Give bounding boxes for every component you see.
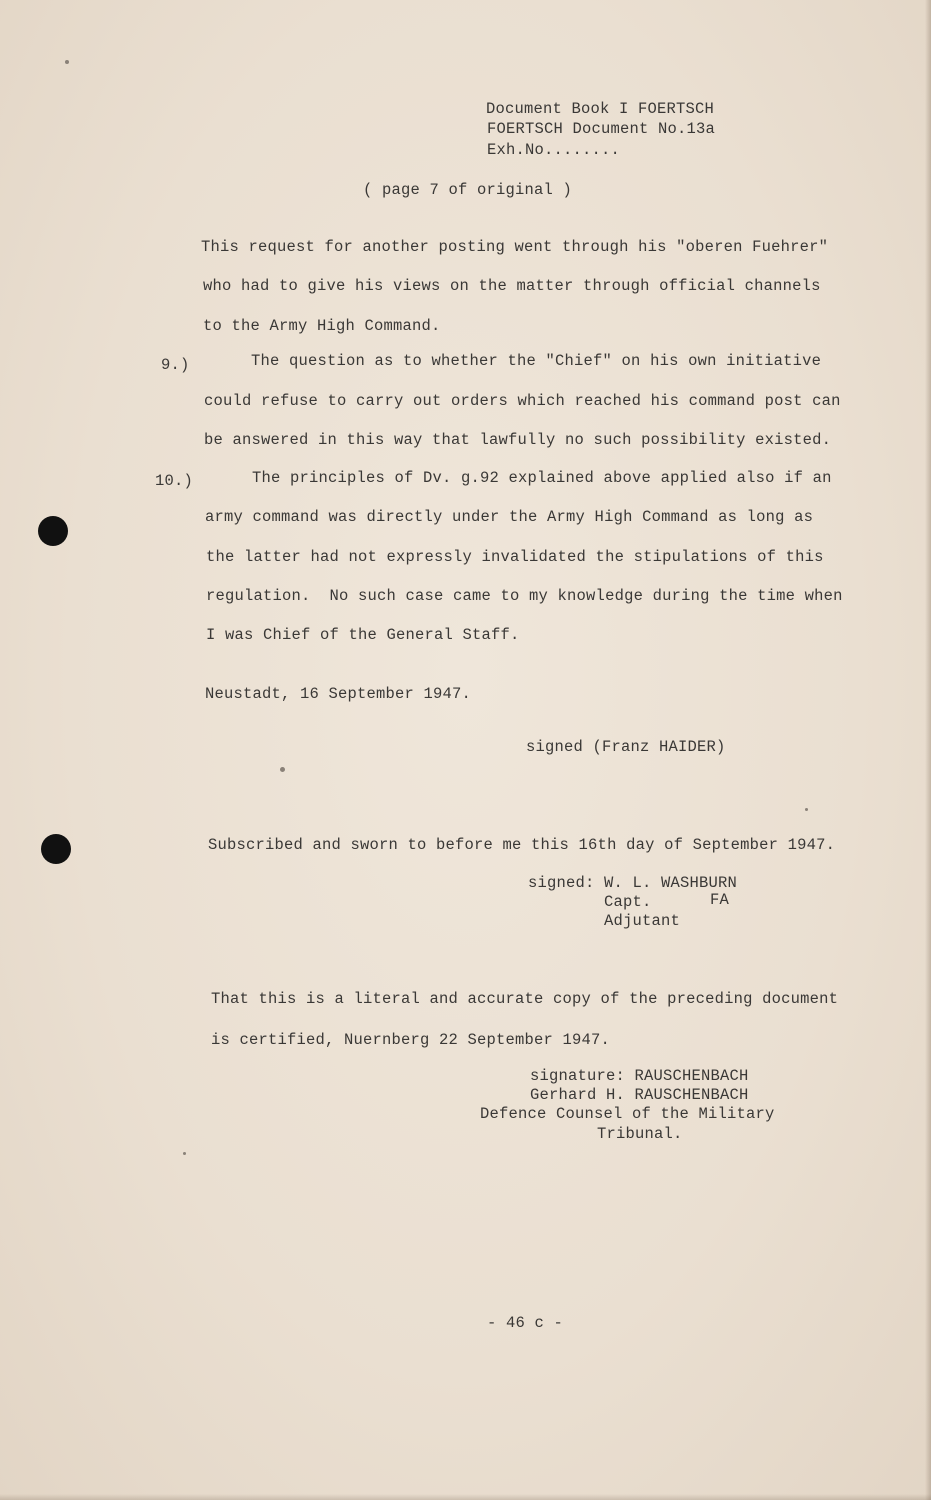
paper-speck	[183, 1152, 186, 1155]
signed-haider: signed (Franz HAIDER)	[526, 738, 726, 756]
page-edge-shadow	[925, 0, 931, 1500]
body-line: The principles of Dv. g.92 explained above applied also if an	[252, 469, 832, 487]
paper-speck	[805, 808, 808, 811]
page-number: - 46 c -	[487, 1314, 564, 1332]
punch-hole-top	[38, 516, 68, 546]
certification-line: is certified, Nuernberg 22 September 1947.	[211, 1031, 611, 1049]
certification-signature: signature: RAUSCHENBACH	[530, 1067, 749, 1085]
place-date: Neustadt, 16 September 1947.	[205, 685, 472, 703]
page-bottom-shadow	[0, 1494, 931, 1500]
body-line: be answered in this way that lawfully no such possibility existed.	[204, 431, 832, 449]
paper-speck	[65, 60, 69, 64]
certification-title: Defence Counsel of the Military	[480, 1105, 775, 1123]
sworn-unit: FA	[710, 891, 730, 909]
certification-line: That this is a literal and accurate copy of the preceding document	[211, 990, 839, 1008]
sworn-statement: Subscribed and sworn to before me this 16th day of September 1947.	[208, 836, 836, 854]
body-line: the latter had not expressly invalidated the stipulations of this	[206, 548, 824, 566]
body-line: The question as to whether the "Chief" on his own initiative	[251, 352, 822, 370]
certification-title: Tribunal.	[597, 1125, 683, 1143]
punch-hole-bottom	[41, 834, 71, 864]
header-exhibit-number: Exh.No........	[487, 141, 621, 159]
header-document-number: FOERTSCH Document No.13a	[487, 120, 716, 138]
body-line: I was Chief of the General Staff.	[206, 626, 520, 644]
item-10-number: 10.)	[155, 472, 194, 490]
body-line: army command was directly under the Army High Command as long as	[205, 508, 814, 526]
certification-name: Gerhard H. RAUSCHENBACH	[530, 1086, 749, 1104]
body-line: who had to give his views on the matter through official channels	[203, 277, 821, 295]
header-document-book: Document Book I FOERTSCH	[486, 100, 715, 118]
sworn-rank: Capt.	[604, 893, 652, 911]
body-line: This request for another posting went through his "oberen Fuehrer"	[201, 238, 829, 256]
item-9-number: 9.)	[161, 356, 190, 374]
body-line: regulation. No such case came to my knowledge during the time when	[206, 587, 843, 605]
paper-speck	[280, 767, 285, 772]
page-reference: ( page 7 of original )	[363, 181, 573, 199]
body-line: to the Army High Command.	[203, 317, 441, 335]
sworn-role: Adjutant	[604, 912, 681, 930]
body-line: could refuse to carry out orders which reached his command post can	[204, 392, 841, 410]
sworn-signed: signed: W. L. WASHBURN	[528, 874, 738, 892]
